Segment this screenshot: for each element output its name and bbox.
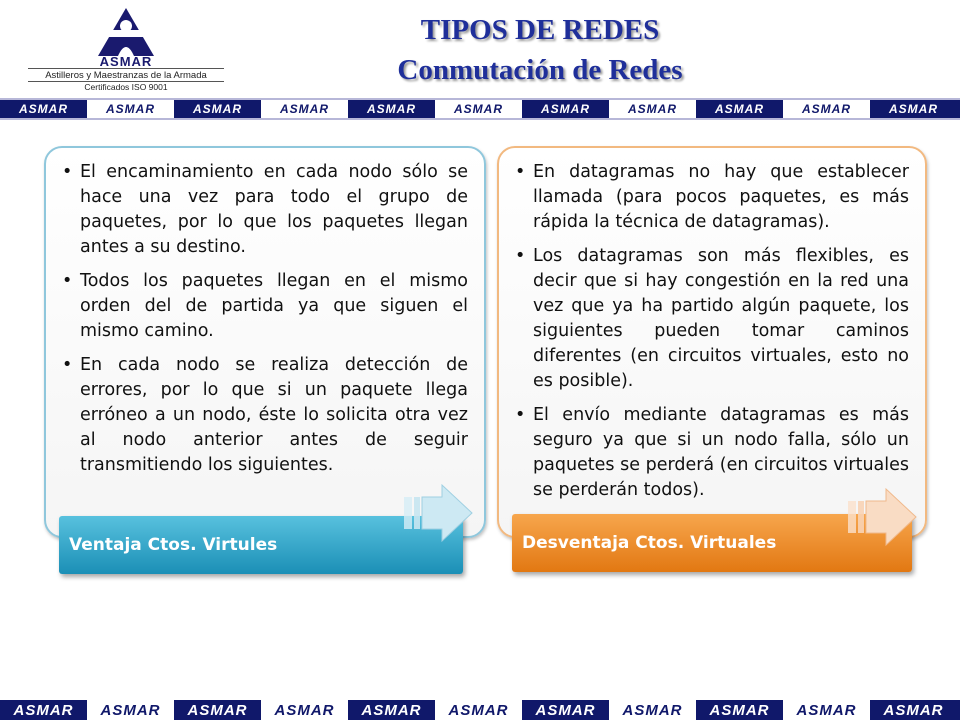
asmar-logo — [28, 6, 224, 92]
bullet-icon: • — [515, 246, 526, 266]
bullet-icon: • — [515, 405, 526, 425]
bullet-icon: • — [62, 355, 73, 375]
asmar-band-cell: ASMAR — [522, 700, 609, 720]
logo-subtitle: Astilleros y Maestranzas de la Armada — [28, 68, 224, 81]
asmar-band-cell: ASMAR — [435, 100, 522, 118]
disadvantages-label: Desventaja Ctos. Virtuales — [512, 514, 912, 572]
list-item: • En cada nodo se realiza detección de errores, por lo que si un paquete llega erróneo a un nodo, éste lo solicita otra vez al nodo anterior antes de seguir transmitiendo los siguientes. — [62, 355, 468, 475]
asmar-band-cell: ASMAR — [435, 700, 522, 720]
asmar-band-cell: ASMAR — [261, 100, 348, 118]
arrow-right-icon — [848, 487, 918, 547]
asmar-band-cell: ASMAR — [87, 100, 174, 118]
slide-title: TIPOS DE REDES — [420, 14, 660, 46]
asmar-band-cell: ASMAR — [783, 700, 870, 720]
arrow-right-icon — [404, 483, 474, 543]
bullet-icon: • — [62, 271, 73, 291]
disadvantages-list — [509, 160, 909, 512]
asmar-band-cell: ASMAR — [870, 100, 957, 118]
asmar-band-cell: ASMAR — [174, 700, 261, 720]
asmar-emblem-icon — [98, 8, 154, 56]
list-item: • Los datagramas son más flexibles, es decir que si hay congestión en la red una vez que ya ha partido algún paquete, los siguientes pueden tomar caminos diferentes (en circuitos virtuales, esto no es posible). — [515, 246, 909, 391]
logo-name: ASMAR — [99, 54, 153, 69]
list-item: • El encaminamiento en cada nodo sólo se hace una vez para todo el grupo de paquetes, por lo que los paquetes llegan antes a su destino. — [62, 162, 468, 257]
advantages-label: Ventaja Ctos. Virtules — [59, 516, 463, 574]
asmar-band-cell: ASMAR — [609, 100, 696, 118]
logo-certification: Certificados ISO 9001 — [28, 81, 224, 92]
asmar-band-cell: ASMAR — [174, 100, 261, 118]
list-item: • En datagramas no hay que establecer llamada (para pocos paquetes, es más rápida la técnica de datagramas). — [515, 162, 909, 232]
asmar-band-cell: ASMAR — [783, 100, 870, 118]
asmar-band-cell: ASMAR — [0, 100, 87, 118]
asmar-band-cell: ASMAR — [870, 700, 957, 720]
asmar-band-cell: ASMAR — [522, 100, 609, 118]
asmar-band-cell: ASMAR — [261, 700, 348, 720]
asmar-band-cell: ASMAR — [0, 700, 87, 720]
bullet-icon: • — [515, 162, 526, 182]
asmar-band-cell: ASMAR — [696, 700, 783, 720]
list-item: • Todos los paquetes llegan en el mismo orden del de partida ya que siguen el mismo camino. — [62, 271, 468, 341]
advantages-list — [56, 160, 468, 487]
asmar-band-cell: ASMAR — [348, 700, 435, 720]
advantages-card — [44, 146, 486, 538]
slide-subtitle: Conmutación de Redes — [397, 54, 683, 86]
bottom-asmar-band — [0, 700, 960, 720]
asmar-band-cell: ASMAR — [609, 700, 696, 720]
bullet-icon: • — [62, 162, 73, 182]
asmar-band-cell: ASMAR — [87, 700, 174, 720]
top-asmar-band — [0, 98, 960, 120]
list-item: • El envío mediante datagramas es más seguro ya que si un nodo falla, sólo un paquetes se perderá (en circuitos virtuales se perderán todos). — [515, 405, 909, 500]
asmar-band-cell: ASMAR — [348, 100, 435, 118]
disadvantages-card — [497, 146, 927, 538]
asmar-band-cell: ASMAR — [696, 100, 783, 118]
